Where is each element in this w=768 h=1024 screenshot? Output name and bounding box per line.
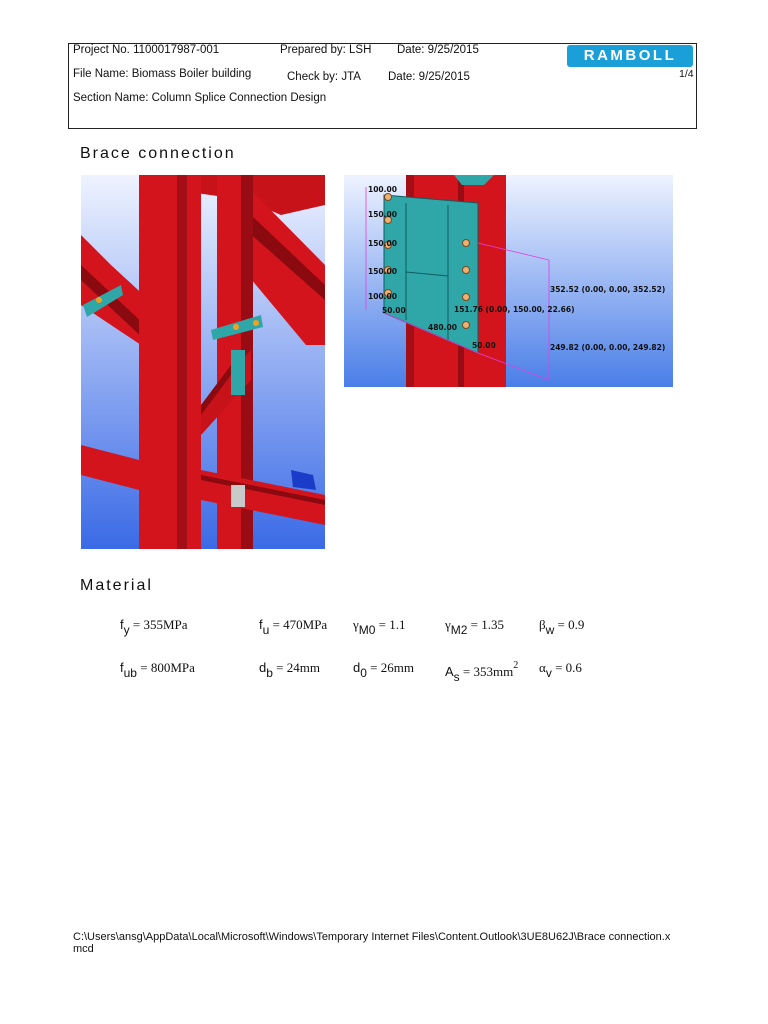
prepared-date: Date: 9/25/2015 (397, 44, 479, 56)
dim-label-150-c: 150.00 (368, 267, 397, 276)
page-number: 1/4 (679, 68, 694, 80)
eq-gamma-m0: $\gamma_{M0} = 1.1$ (353, 617, 406, 637)
dim-label-50-bottom: 50.00 (472, 341, 496, 350)
dim-label-352: 352.52 (0.00, 0.00, 352.52) (550, 285, 666, 294)
dim-label-100-top: 100.00 (368, 185, 397, 194)
eq-fy: $f_y = 355MPa$ (120, 617, 188, 637)
project-number: Project No. 1100017987-001 (73, 44, 220, 56)
dim-label-249: 249.82 (0.00, 0.00, 249.82) (550, 343, 666, 352)
plate-detail-image (344, 175, 673, 387)
prepared-by: Prepared by: LSH (280, 44, 372, 56)
dim-label-150-b: 150.00 (368, 239, 397, 248)
brace-connection-heading: Brace connection (80, 145, 236, 162)
dim-label-100-bottom: 100.00 (368, 292, 397, 301)
section-name: Section Name: Column Splice Connection Design (73, 92, 327, 104)
eq-db: $d_b = 24mm$ (259, 660, 320, 680)
ramboll-logo: RAMBOLL (567, 45, 693, 67)
eq-beta-w: $\beta_w = 0.9$ (539, 617, 585, 637)
file-name: File Name: Biomass Boiler building (73, 68, 252, 80)
eq-as: $A_s = 353mm^2$ (445, 660, 519, 684)
footer-file-path: C:\Users\ansg\AppData\Local\Microsoft\Windows\Temporary Internet Files\Content.Outlook\3UE8U62J\Brace connection.xmcd (73, 931, 671, 955)
eq-d0: $d_0 = 26mm$ (353, 660, 414, 680)
dim-label-480: 480.00 (428, 323, 457, 332)
material-heading: Material (80, 577, 153, 594)
dim-label-151: 151.76 (0.00, 150.00, 22.66) (454, 305, 575, 314)
brace-3d-view-image (81, 175, 325, 549)
eq-fu: $f_u = 470MPa$ (259, 617, 328, 637)
eq-alpha-v: $\alpha_v = 0.6$ (539, 660, 582, 680)
eq-gamma-m2: $\gamma_{M2} = 1.35$ (445, 617, 505, 637)
dim-label-150-a: 150.00 (368, 210, 397, 219)
dim-label-50-left: 50.00 (382, 306, 406, 315)
check-by: Check by: JTA (287, 71, 361, 83)
check-date: Date: 9/25/2015 (388, 71, 470, 83)
eq-fub: $f_{ub} = 800MPa$ (120, 660, 195, 680)
